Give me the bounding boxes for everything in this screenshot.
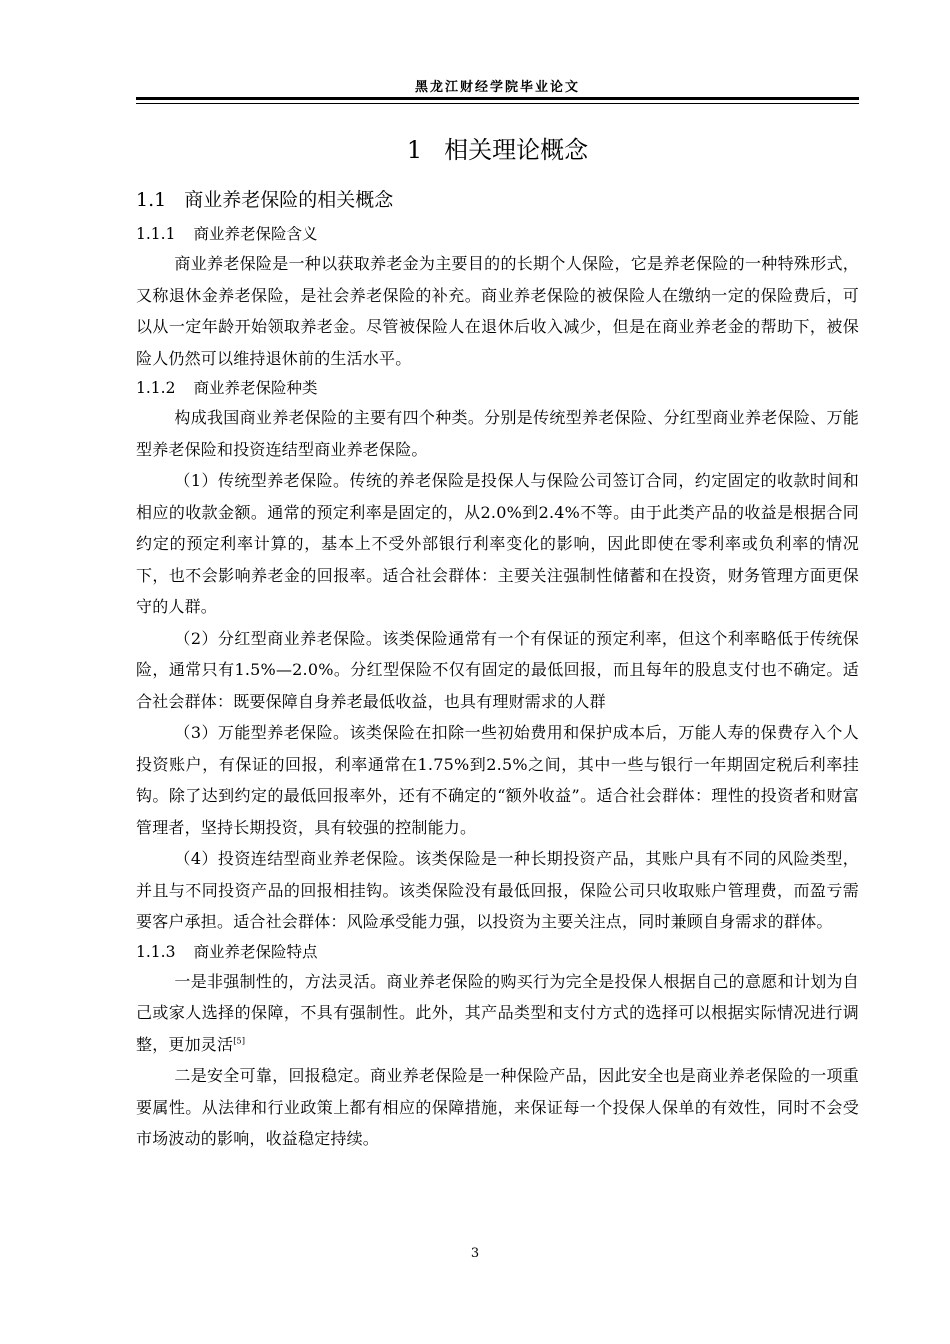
subsection-title: 商业养老保险含义 bbox=[193, 225, 318, 243]
header-rule-thin bbox=[136, 103, 859, 104]
subsection-heading bbox=[136, 220, 859, 248]
body-paragraph: 商业养老保险是一种以获取养老金为主要目的的长期个人保险，它是养老保险的一种特殊形式，又称退休金养老保险，是社会养老保险的补充。商业养老保险的被保险人在缴纳一定的保险费后，可以从一定年龄开始领取养老金。尽管被保险人在退休后收入减少，但是在商业养老金的帮助下，被保险人仍然可以维持退休前的生活水平。 bbox=[136, 254, 859, 368]
section-number: 1.1 bbox=[136, 189, 167, 211]
citation-reference[interactable]: [5] bbox=[233, 1036, 246, 1046]
body-paragraph bbox=[136, 966, 859, 1061]
chapter-title-text: 相关理论概念 bbox=[444, 136, 589, 164]
body-paragraph: 二是安全可靠，回报稳定。商业养老保险是一种保险产品，因此安全也是商业养老保险的一项重要属性。从法律和行业政策上都有相应的保障措施，来保证每一个投保人保单的有效性，同时不会受市场波动的影响，收益稳定持续。 bbox=[136, 1066, 859, 1148]
chapter-title bbox=[136, 130, 859, 170]
subsection-number: 1.1.1 bbox=[136, 225, 176, 243]
subsection-title: 商业养老保险种类 bbox=[193, 379, 318, 397]
subsection-number: 1.1.3 bbox=[136, 942, 176, 961]
page-number: 3 bbox=[470, 1246, 480, 1261]
body-paragraph: （4）投资连结型商业养老保险。该类保险是一种长期投资产品，其账户具有不同的风险类型，并且与不同投资产品的回报相挂钩。该类保险没有最低回报，保险公司只收取账户管理费，而盈亏需要客户承担。适合社会群体：风险承受能力强，以投资为主要关注点，同时兼顾自身需求的群体。 bbox=[136, 849, 859, 931]
body-paragraph: （1）传统型养老保险。传统的养老保险是投保人与保险公司签订合同，约定固定的收款时间和相应的收款金额。通常的预定利率是固定的，从2.0%到2.4%不等。由于此类产品的收益是根据合同约定的预定利率计算的，基本上不受外部银行利率变化的影响，因此即使在零利率或负利率的情况下，也不会影响养老金的回报率。适合社会群体：主要关注强制性储蓄和在投资，财务管理方面更保守的人群。 bbox=[136, 471, 859, 616]
body-paragraph: 构成我国商业养老保险的主要有四个种类。分别是传统型养老保险、分红型商业养老保险、万能型养老保险和投资连结型商业养老保险。 bbox=[136, 408, 859, 459]
page-content bbox=[136, 130, 859, 1155]
running-header: 黑龙江财经学院毕业论文 bbox=[414, 80, 580, 95]
subsection-heading bbox=[136, 374, 859, 402]
subsection-heading bbox=[136, 938, 859, 966]
body-paragraph-text: 一是非强制性的，方法灵活。商业养老保险的购买行为完全是投保人根据自己的意愿和计划为自己或家人选择的保障，不具有强制性。此外，其产品类型和支付方式的选择可以根据实际情况进行调整，更加灵活 bbox=[136, 971, 859, 1054]
body-paragraph: （2）分红型商业养老保险。该类保险通常有一个有保证的预定利率，但这个利率略低于传统保险，通常只有1.5%—2.0%。分红型保险不仅有固定的最低回报，而且每年的股息支付也不确定。适合社会群体：既要保障自身养老最低收益，也具有理财需求的人群 bbox=[136, 628, 859, 711]
section-heading bbox=[136, 182, 859, 218]
chapter-number: 1 bbox=[406, 136, 423, 164]
header-rule-thick bbox=[136, 97, 859, 100]
section-title: 商业养老保险的相关概念 bbox=[184, 189, 394, 211]
body-paragraph: （3）万能型养老保险。该类保险在扣除一些初始费用和保护成本后，万能人寿的保费存入个人投资账户，有保证的回报，利率通常在1.75%到2.5%之间，其中一些与银行一年期固定税后利率挂钩。除了达到约定的最低回报率外，还有不确定的“额外收益”。适合社会群体：理性的投资者和财富管理者，坚持长期投资，具有较强的控制能力。 bbox=[136, 723, 859, 837]
subsection-number: 1.1.2 bbox=[136, 379, 176, 397]
subsection-title: 商业养老保险特点 bbox=[193, 942, 318, 961]
